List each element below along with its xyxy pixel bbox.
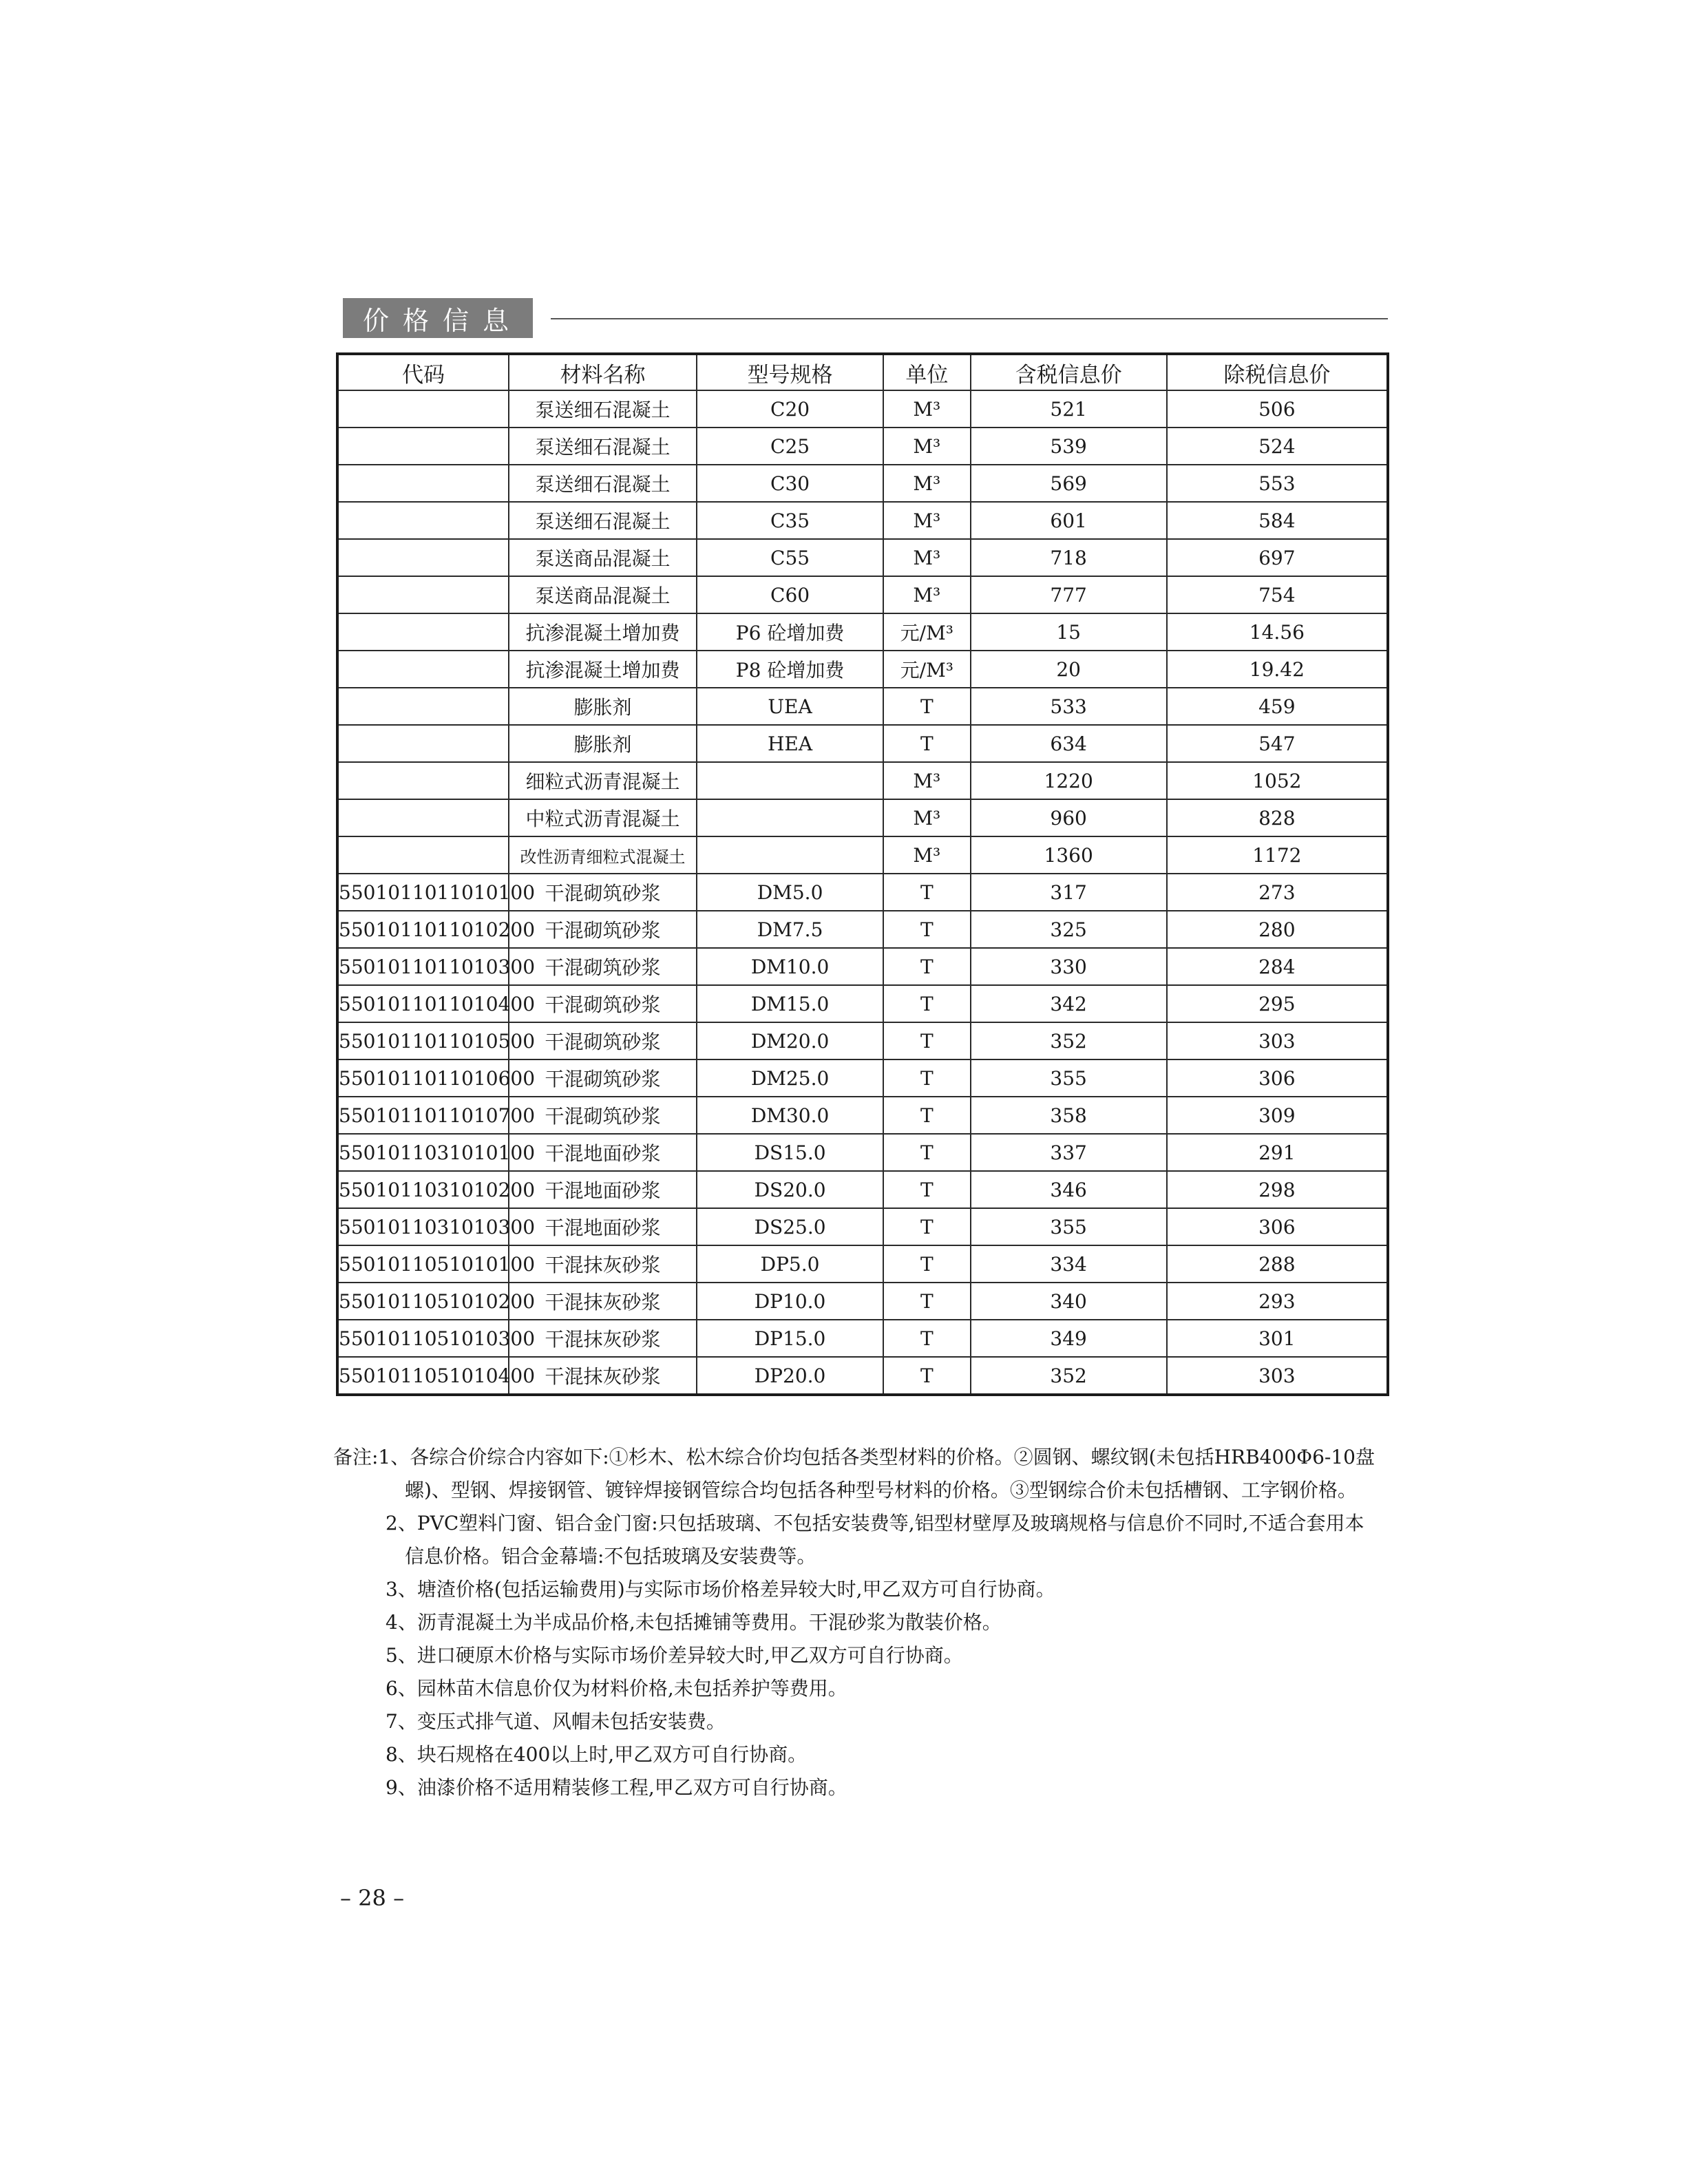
unit-cell: M³ bbox=[883, 428, 970, 465]
table-row bbox=[337, 762, 1388, 799]
header-code: 代码 bbox=[337, 354, 509, 390]
spec-cell bbox=[697, 836, 883, 874]
tax-price-cell: 349 bbox=[971, 1320, 1167, 1357]
table-row bbox=[337, 576, 1388, 613]
notax-price-cell: 301 bbox=[1167, 1320, 1388, 1357]
tax-price-cell: 777 bbox=[971, 576, 1167, 613]
unit-cell: T bbox=[883, 948, 970, 985]
title-rule bbox=[551, 318, 1388, 319]
material-name-cell: 干混抹灰砂浆 bbox=[509, 1245, 697, 1283]
material-name-cell: 泵送细石混凝土 bbox=[509, 428, 697, 465]
notax-price-cell: 273 bbox=[1167, 874, 1388, 911]
spec-cell: DM30.0 bbox=[697, 1097, 883, 1134]
tax-price-cell: 352 bbox=[971, 1357, 1167, 1395]
notax-price-cell: 1052 bbox=[1167, 762, 1388, 799]
notax-price-cell: 306 bbox=[1167, 1208, 1388, 1245]
notax-price-cell: 288 bbox=[1167, 1245, 1388, 1283]
table-row bbox=[337, 948, 1388, 985]
table-row bbox=[337, 725, 1388, 762]
header-tax-price: 含税信息价 bbox=[971, 354, 1167, 390]
section-title: 价格信息 bbox=[343, 298, 533, 338]
spec-cell: DM5.0 bbox=[697, 874, 883, 911]
spec-cell: UEA bbox=[697, 688, 883, 725]
notax-price-cell: 506 bbox=[1167, 390, 1388, 428]
table-row bbox=[337, 1245, 1388, 1283]
unit-cell: 元/M³ bbox=[883, 613, 970, 651]
material-name-cell: 干混抹灰砂浆 bbox=[509, 1320, 697, 1357]
code-cell: 5501011011010500 bbox=[337, 1022, 509, 1059]
code-cell bbox=[337, 390, 509, 428]
code-cell: 5501011011010300 bbox=[337, 948, 509, 985]
code-cell bbox=[337, 539, 509, 576]
table-body bbox=[337, 390, 1388, 1395]
tax-price-cell: 15 bbox=[971, 613, 1167, 651]
spec-cell: DS15.0 bbox=[697, 1134, 883, 1171]
material-name-cell: 干混地面砂浆 bbox=[509, 1134, 697, 1171]
code-cell: 5501011031010300 bbox=[337, 1208, 509, 1245]
table-row bbox=[337, 651, 1388, 688]
code-cell: 5501011011010600 bbox=[337, 1059, 509, 1097]
notax-price-cell: 309 bbox=[1167, 1097, 1388, 1134]
material-name-cell: 泵送商品混凝土 bbox=[509, 539, 697, 576]
spec-cell bbox=[697, 762, 883, 799]
note-line: 7、变压式排气道、风帽未包括安装费。 bbox=[386, 1710, 726, 1733]
spec-cell: DP10.0 bbox=[697, 1283, 883, 1320]
material-name-cell: 干混抹灰砂浆 bbox=[509, 1357, 697, 1395]
spec-cell: DM7.5 bbox=[697, 911, 883, 948]
code-cell: 5501011051010300 bbox=[337, 1320, 509, 1357]
spec-cell: DP15.0 bbox=[697, 1320, 883, 1357]
notax-price-cell: 754 bbox=[1167, 576, 1388, 613]
notax-price-cell: 298 bbox=[1167, 1171, 1388, 1208]
code-cell: 5501011051010400 bbox=[337, 1357, 509, 1395]
price-table bbox=[336, 352, 1389, 1396]
note-line: 6、园林苗木信息价仅为材料价格,未包括养护等费用。 bbox=[386, 1677, 847, 1700]
spec-cell: DS25.0 bbox=[697, 1208, 883, 1245]
notax-price-cell: 459 bbox=[1167, 688, 1388, 725]
notax-price-cell: 306 bbox=[1167, 1059, 1388, 1097]
tax-price-cell: 325 bbox=[971, 911, 1167, 948]
tax-price-cell: 718 bbox=[971, 539, 1167, 576]
notax-price-cell: 828 bbox=[1167, 799, 1388, 836]
tax-price-cell: 352 bbox=[971, 1022, 1167, 1059]
tax-price-cell: 20 bbox=[971, 651, 1167, 688]
table-row bbox=[337, 985, 1388, 1022]
notax-price-cell: 547 bbox=[1167, 725, 1388, 762]
material-name-cell: 改性沥青细粒式混凝土 bbox=[509, 836, 697, 874]
tax-price-cell: 355 bbox=[971, 1059, 1167, 1097]
material-name-cell: 干混砌筑砂浆 bbox=[509, 948, 697, 985]
table-row bbox=[337, 390, 1388, 428]
tax-price-cell: 569 bbox=[971, 465, 1167, 502]
material-name-cell: 干混砌筑砂浆 bbox=[509, 1097, 697, 1134]
code-cell bbox=[337, 799, 509, 836]
tax-price-cell: 533 bbox=[971, 688, 1167, 725]
spec-cell: C60 bbox=[697, 576, 883, 613]
material-name-cell: 膨胀剂 bbox=[509, 725, 697, 762]
table-row bbox=[337, 1320, 1388, 1357]
unit-cell: T bbox=[883, 1357, 970, 1395]
spec-cell: DP5.0 bbox=[697, 1245, 883, 1283]
unit-cell: T bbox=[883, 1171, 970, 1208]
note-line: 信息价格。铝合金幕墙:不包括玻璃及安装费等。 bbox=[405, 1545, 816, 1568]
table-row bbox=[337, 1171, 1388, 1208]
spec-cell bbox=[697, 799, 883, 836]
unit-cell: T bbox=[883, 911, 970, 948]
table-row bbox=[337, 465, 1388, 502]
notax-price-cell: 584 bbox=[1167, 502, 1388, 539]
unit-cell: M³ bbox=[883, 799, 970, 836]
tax-price-cell: 337 bbox=[971, 1134, 1167, 1171]
tax-price-cell: 601 bbox=[971, 502, 1167, 539]
notax-price-cell: 553 bbox=[1167, 465, 1388, 502]
unit-cell: T bbox=[883, 1320, 970, 1357]
code-cell: 5501011011010200 bbox=[337, 911, 509, 948]
tax-price-cell: 521 bbox=[971, 390, 1167, 428]
material-name-cell: 泵送细石混凝土 bbox=[509, 390, 697, 428]
unit-cell: T bbox=[883, 1283, 970, 1320]
tax-price-cell: 340 bbox=[971, 1283, 1167, 1320]
notax-price-cell: 19.42 bbox=[1167, 651, 1388, 688]
unit-cell: M³ bbox=[883, 539, 970, 576]
code-cell bbox=[337, 613, 509, 651]
code-cell bbox=[337, 576, 509, 613]
tax-price-cell: 960 bbox=[971, 799, 1167, 836]
unit-cell: M³ bbox=[883, 762, 970, 799]
note-line: 2、PVC塑料门窗、铝合金门窗:只包括玻璃、不包括安装费等,铝型材壁厚及玻璃规格与信息价不同时,不适合套用本 bbox=[386, 1512, 1364, 1535]
unit-cell: T bbox=[883, 1208, 970, 1245]
table-row bbox=[337, 874, 1388, 911]
note-line: 5、进口硬原木价格与实际市场价差异较大时,甲乙双方可自行协商。 bbox=[386, 1644, 963, 1667]
code-cell bbox=[337, 762, 509, 799]
material-name-cell: 干混地面砂浆 bbox=[509, 1208, 697, 1245]
code-cell bbox=[337, 836, 509, 874]
table-row bbox=[337, 1097, 1388, 1134]
notes bbox=[333, 1441, 1393, 1804]
tax-price-cell: 634 bbox=[971, 725, 1167, 762]
table-row bbox=[337, 613, 1388, 651]
table-row bbox=[337, 688, 1388, 725]
material-name-cell: 膨胀剂 bbox=[509, 688, 697, 725]
spec-cell: P8 砼增加费 bbox=[697, 651, 883, 688]
table-row bbox=[337, 1134, 1388, 1171]
note-line: 9、油漆价格不适用精装修工程,甲乙双方可自行协商。 bbox=[386, 1776, 847, 1799]
spec-cell: C30 bbox=[697, 465, 883, 502]
tax-price-cell: 1220 bbox=[971, 762, 1167, 799]
spec-cell: DM25.0 bbox=[697, 1059, 883, 1097]
unit-cell: T bbox=[883, 1059, 970, 1097]
table-row bbox=[337, 1357, 1388, 1395]
notax-price-cell: 524 bbox=[1167, 428, 1388, 465]
spec-cell: C25 bbox=[697, 428, 883, 465]
table-row bbox=[337, 836, 1388, 874]
unit-cell: M³ bbox=[883, 390, 970, 428]
tax-price-cell: 342 bbox=[971, 985, 1167, 1022]
notax-price-cell: 697 bbox=[1167, 539, 1388, 576]
code-cell: 5501011011010400 bbox=[337, 985, 509, 1022]
notax-price-cell: 284 bbox=[1167, 948, 1388, 985]
code-cell bbox=[337, 688, 509, 725]
tax-price-cell: 317 bbox=[971, 874, 1167, 911]
spec-cell: HEA bbox=[697, 725, 883, 762]
unit-cell: T bbox=[883, 725, 970, 762]
notax-price-cell: 1172 bbox=[1167, 836, 1388, 874]
material-name-cell: 泵送商品混凝土 bbox=[509, 576, 697, 613]
code-cell: 5501011031010200 bbox=[337, 1171, 509, 1208]
material-name-cell: 泵送细石混凝土 bbox=[509, 502, 697, 539]
note-line: 4、沥青混凝土为半成品价格,未包括摊铺等费用。干混砂浆为散装价格。 bbox=[386, 1611, 1002, 1634]
material-name-cell: 干混地面砂浆 bbox=[509, 1171, 697, 1208]
header-notax-price: 除税信息价 bbox=[1167, 354, 1388, 390]
unit-cell: M³ bbox=[883, 836, 970, 874]
unit-cell: T bbox=[883, 1022, 970, 1059]
spec-cell: DP20.0 bbox=[697, 1357, 883, 1395]
unit-cell: T bbox=[883, 1097, 970, 1134]
unit-cell: T bbox=[883, 1134, 970, 1171]
table-row bbox=[337, 539, 1388, 576]
material-name-cell: 干混抹灰砂浆 bbox=[509, 1283, 697, 1320]
header-name: 材料名称 bbox=[509, 354, 697, 390]
code-cell: 5501011011010100 bbox=[337, 874, 509, 911]
material-name-cell: 中粒式沥青混凝土 bbox=[509, 799, 697, 836]
notax-price-cell: 303 bbox=[1167, 1022, 1388, 1059]
notax-price-cell: 295 bbox=[1167, 985, 1388, 1022]
table-row bbox=[337, 911, 1388, 948]
tax-price-cell: 539 bbox=[971, 428, 1167, 465]
material-name-cell: 干混砌筑砂浆 bbox=[509, 911, 697, 948]
material-name-cell: 干混砌筑砂浆 bbox=[509, 874, 697, 911]
unit-cell: T bbox=[883, 1245, 970, 1283]
table-row bbox=[337, 428, 1388, 465]
page-number: – 28 – bbox=[340, 1885, 405, 1911]
material-name-cell: 泵送细石混凝土 bbox=[509, 465, 697, 502]
unit-cell: M³ bbox=[883, 502, 970, 539]
spec-cell: C20 bbox=[697, 390, 883, 428]
tax-price-cell: 334 bbox=[971, 1245, 1167, 1283]
table-row bbox=[337, 1059, 1388, 1097]
spec-cell: P6 砼增加费 bbox=[697, 613, 883, 651]
note-line: 螺)、型钢、焊接钢管、镀锌焊接钢管综合均包括各种型号材料的价格。③型钢综合价未包括槽钢、工字钢价格。 bbox=[405, 1479, 1357, 1501]
table-row bbox=[337, 1283, 1388, 1320]
tax-price-cell: 355 bbox=[971, 1208, 1167, 1245]
code-cell bbox=[337, 725, 509, 762]
unit-cell: M³ bbox=[883, 465, 970, 502]
material-name-cell: 细粒式沥青混凝土 bbox=[509, 762, 697, 799]
notax-price-cell: 280 bbox=[1167, 911, 1388, 948]
material-name-cell: 干混砌筑砂浆 bbox=[509, 985, 697, 1022]
code-cell bbox=[337, 465, 509, 502]
table-row bbox=[337, 799, 1388, 836]
code-cell: 5501011031010100 bbox=[337, 1134, 509, 1171]
table-row bbox=[337, 502, 1388, 539]
table-header-row bbox=[337, 354, 1388, 390]
spec-cell: DM10.0 bbox=[697, 948, 883, 985]
tax-price-cell: 1360 bbox=[971, 836, 1167, 874]
tax-price-cell: 346 bbox=[971, 1171, 1167, 1208]
notax-price-cell: 14.56 bbox=[1167, 613, 1388, 651]
unit-cell: T bbox=[883, 985, 970, 1022]
unit-cell: 元/M³ bbox=[883, 651, 970, 688]
spec-cell: C35 bbox=[697, 502, 883, 539]
material-name-cell: 干混砌筑砂浆 bbox=[509, 1022, 697, 1059]
spec-cell: DM15.0 bbox=[697, 985, 883, 1022]
notax-price-cell: 293 bbox=[1167, 1283, 1388, 1320]
code-cell bbox=[337, 651, 509, 688]
note-line: 3、塘渣价格(包括运输费用)与实际市场价格差异较大时,甲乙双方可自行协商。 bbox=[386, 1578, 1055, 1601]
unit-cell: T bbox=[883, 874, 970, 911]
unit-cell: M³ bbox=[883, 576, 970, 613]
code-cell: 5501011051010200 bbox=[337, 1283, 509, 1320]
note-line: 8、块石规格在400以上时,甲乙双方可自行协商。 bbox=[386, 1743, 808, 1766]
notax-price-cell: 303 bbox=[1167, 1357, 1388, 1395]
material-name-cell: 干混砌筑砂浆 bbox=[509, 1059, 697, 1097]
table-row bbox=[337, 1208, 1388, 1245]
spec-cell: DS20.0 bbox=[697, 1171, 883, 1208]
unit-cell: T bbox=[883, 688, 970, 725]
spec-cell: C55 bbox=[697, 539, 883, 576]
code-cell bbox=[337, 502, 509, 539]
table-row bbox=[337, 1022, 1388, 1059]
code-cell bbox=[337, 428, 509, 465]
header-unit: 单位 bbox=[883, 354, 970, 390]
tax-price-cell: 358 bbox=[971, 1097, 1167, 1134]
material-name-cell: 抗渗混凝土增加费 bbox=[509, 651, 697, 688]
code-cell: 5501011051010100 bbox=[337, 1245, 509, 1283]
spec-cell: DM20.0 bbox=[697, 1022, 883, 1059]
code-cell: 5501011011010700 bbox=[337, 1097, 509, 1134]
tax-price-cell: 330 bbox=[971, 948, 1167, 985]
note-line: 备注:1、各综合价综合内容如下:①杉木、松木综合价均包括各类型材料的价格。②圆钢、螺纹钢(未包括HRB400Φ6-10盘 bbox=[333, 1446, 1375, 1468]
header-spec: 型号规格 bbox=[697, 354, 883, 390]
material-name-cell: 抗渗混凝土增加费 bbox=[509, 613, 697, 651]
notax-price-cell: 291 bbox=[1167, 1134, 1388, 1171]
